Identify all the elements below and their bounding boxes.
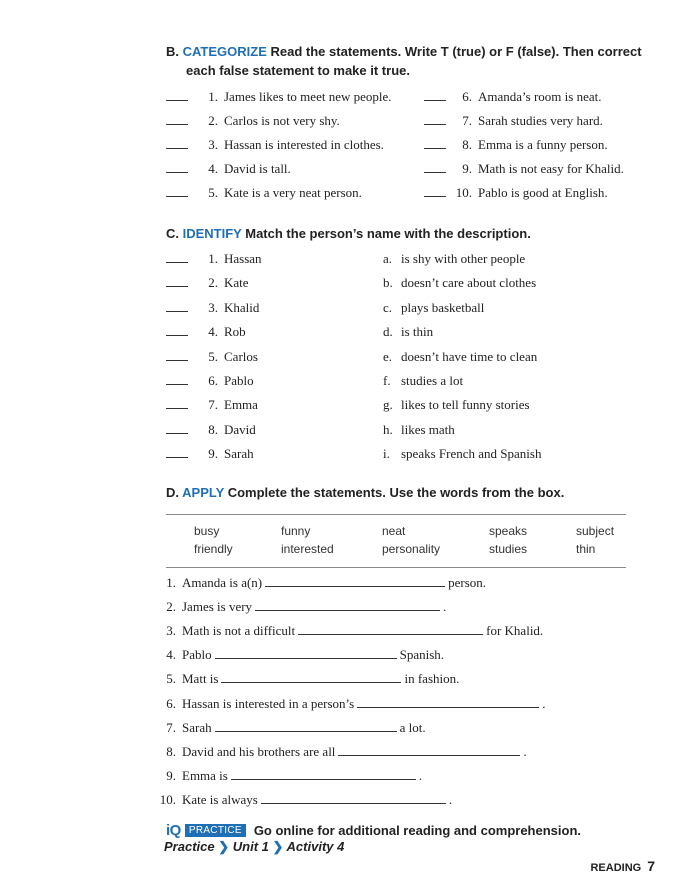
fill-in-blank[interactable]	[215, 721, 397, 732]
statement-number: 7.	[462, 113, 472, 128]
answer-blank[interactable]	[424, 162, 446, 173]
match-name-row	[166, 349, 258, 365]
sentence-end: .	[418, 767, 423, 783]
fill-in-blank[interactable]	[215, 648, 397, 659]
match-description-row	[383, 397, 530, 413]
answer-blank[interactable]	[166, 186, 188, 197]
iq-path-activity: Activity 4	[286, 839, 345, 854]
statement-text: Hassan is interested in clothes.	[224, 137, 384, 152]
word-box-item: interested	[281, 542, 334, 556]
description-text: likes math	[401, 421, 455, 437]
statement-row	[166, 161, 291, 177]
sentence-start: Matt is	[182, 671, 219, 687]
statement-number: 6.	[462, 89, 472, 104]
description-letter: c.	[383, 299, 393, 315]
description-text: likes to tell funny stories	[401, 397, 530, 413]
sentence-number: 5.	[166, 671, 176, 687]
sentence-number: 8.	[166, 743, 176, 759]
match-description-row	[383, 251, 525, 267]
word-box-item: busy	[194, 524, 220, 538]
iq-practice-banner	[166, 822, 581, 838]
fill-in-blank[interactable]	[255, 600, 440, 611]
name-number: 5.	[208, 348, 218, 364]
person-name: Hassan	[224, 251, 262, 266]
description-text: plays basketball	[401, 299, 485, 315]
sentence-number: 4.	[166, 647, 176, 663]
name-number: 7.	[208, 397, 218, 413]
fill-in-blank[interactable]	[231, 769, 416, 780]
iq-practice-tag: PRACTICE	[185, 824, 246, 837]
word-box-item: subject	[576, 524, 615, 538]
match-name-row	[166, 373, 254, 389]
word-box-item: studies	[489, 542, 528, 556]
sentence-start: Amanda is a(n)	[182, 575, 263, 590]
statement-text: Amanda’s room is neat.	[478, 89, 602, 104]
match-name-row	[166, 422, 256, 438]
sentence-start: Kate is always	[182, 791, 258, 807]
statement-text: David is tall.	[224, 161, 291, 176]
section-d-keyword: APPLY	[182, 485, 225, 500]
completion-sentence	[156, 599, 446, 615]
answer-blank[interactable]	[166, 90, 188, 101]
statement-row	[424, 161, 624, 177]
name-number: 9.	[208, 446, 218, 462]
completion-sentence	[156, 575, 486, 591]
completion-sentence	[156, 671, 459, 687]
name-number: 1.	[208, 251, 218, 266]
sentence-number: 9.	[166, 767, 176, 783]
statement-text: Carlos is not very shy.	[224, 113, 340, 128]
word-box-item: speaks	[489, 524, 528, 538]
statement-number: 4.	[208, 161, 218, 176]
word-box-item: friendly	[194, 542, 233, 556]
statement-number: 8.	[462, 137, 472, 152]
statement-row	[424, 185, 608, 201]
fill-in-blank[interactable]	[298, 624, 483, 635]
completion-sentence	[156, 792, 452, 808]
sentence-end: .	[523, 743, 527, 759]
answer-blank[interactable]	[424, 138, 446, 149]
sentence-end: person.	[448, 575, 487, 590]
sentence-start: Sarah	[182, 719, 212, 735]
description-letter: a.	[383, 251, 393, 266]
word-box-item: neat	[382, 524, 406, 538]
person-name: Pablo	[224, 373, 254, 388]
match-description-row	[383, 300, 484, 316]
word-box	[166, 514, 626, 568]
sentence-number: 3.	[166, 623, 176, 639]
answer-blank[interactable]	[166, 350, 188, 361]
match-description-row	[383, 446, 541, 462]
statement-number: 1.	[208, 89, 218, 104]
statement-number: 5.	[208, 185, 218, 200]
description-text: speaks French and Spanish	[401, 446, 542, 462]
description-text: is shy with other people	[401, 251, 526, 266]
statement-row	[424, 137, 608, 153]
description-text: doesn’t care about clothes	[401, 275, 537, 291]
sentence-start: Math is not a difficult	[182, 623, 296, 639]
person-name: Emma	[224, 397, 258, 413]
chevron-right-icon: ❯	[218, 839, 230, 854]
match-name-row	[166, 275, 249, 291]
iq-path-unit: Unit 1	[232, 839, 269, 854]
answer-blank[interactable]	[166, 301, 188, 312]
sentence-number: 2.	[166, 599, 176, 615]
answer-blank[interactable]	[166, 252, 188, 263]
match-description-row	[383, 422, 455, 438]
answer-blank[interactable]	[166, 374, 188, 385]
sentence-number: 1.	[166, 575, 176, 590]
section-d-instruction: Complete the statements. Use the words from the box.	[227, 485, 565, 500]
description-letter: f.	[383, 373, 391, 388]
statement-text: Math is not easy for Khalid.	[478, 161, 624, 176]
match-description-row	[383, 349, 537, 365]
description-letter: b.	[383, 275, 393, 291]
match-description-row	[383, 324, 433, 340]
person-name: David	[224, 421, 256, 437]
match-description-row	[383, 373, 463, 389]
statement-text: Kate is a very neat person.	[224, 185, 362, 200]
completion-sentence	[156, 696, 545, 712]
sentence-start: David and his brothers are all	[182, 743, 336, 759]
description-letter: e.	[383, 348, 393, 364]
answer-blank[interactable]	[166, 423, 188, 434]
person-name: Kate	[224, 275, 249, 291]
iq-practice-path	[164, 839, 344, 855]
section-d-heading	[166, 483, 564, 502]
footer-section: READING	[590, 862, 642, 874]
sentence-end: .	[443, 599, 447, 615]
section-b-letter: B.	[166, 44, 179, 59]
statement-row	[424, 89, 601, 105]
match-name-row	[166, 324, 246, 340]
fill-in-blank[interactable]	[261, 793, 446, 804]
name-number: 8.	[208, 421, 218, 437]
answer-blank[interactable]	[166, 138, 188, 149]
word-box-item: funny	[281, 524, 311, 538]
sentence-number: 10.	[159, 791, 176, 807]
description-letter: g.	[383, 397, 393, 413]
answer-blank[interactable]	[166, 162, 188, 173]
iq-logo: iQ	[166, 821, 181, 839]
match-name-row	[166, 397, 258, 413]
section-b-keyword: CATEGORIZE	[182, 44, 267, 59]
statement-row	[166, 185, 362, 201]
statement-row	[166, 89, 392, 105]
name-number: 3.	[208, 299, 218, 315]
person-name: Carlos	[224, 348, 258, 364]
sentence-start: James is very	[182, 599, 253, 615]
section-c-letter: C.	[166, 226, 179, 241]
name-number: 2.	[208, 275, 218, 291]
sentence-end: .	[542, 695, 546, 711]
sentence-start: Hassan is interested in a person’s	[182, 695, 355, 711]
statement-text: James likes to meet new people.	[224, 89, 392, 104]
section-b-instruction-2: each false statement to make it true.	[186, 63, 410, 78]
sentence-end: in fashion.	[404, 671, 460, 687]
sentence-start: Pablo	[182, 647, 212, 663]
match-name-row	[166, 446, 254, 462]
word-box-item: personality	[382, 542, 441, 556]
match-name-row	[166, 251, 262, 267]
section-c-keyword: IDENTIFY	[182, 226, 242, 241]
person-name: Sarah	[224, 446, 254, 462]
chevron-right-icon: ❯	[272, 839, 284, 854]
fill-in-blank[interactable]	[265, 576, 445, 587]
statement-row	[424, 113, 603, 129]
section-d-letter: D.	[166, 485, 179, 500]
person-name: Khalid	[224, 299, 260, 315]
sentence-end: Spanish.	[399, 647, 445, 663]
answer-blank[interactable]	[166, 276, 188, 287]
statement-row	[166, 137, 384, 153]
description-text: is thin	[401, 324, 434, 340]
description-text: doesn’t have time to clean	[401, 348, 538, 364]
statement-number: 3.	[208, 137, 218, 152]
name-number: 4.	[208, 324, 218, 340]
section-b-instruction-1: Read the statements. Write T (true) or F (false). Then correct	[270, 44, 642, 59]
description-letter: h.	[383, 421, 393, 437]
sentence-end: a lot.	[399, 719, 426, 735]
completion-sentence	[156, 623, 543, 639]
description-text: studies a lot	[401, 373, 464, 388]
completion-sentence	[156, 647, 444, 663]
page-footer	[590, 858, 655, 874]
statement-number: 10.	[455, 185, 472, 200]
completion-sentence	[156, 744, 527, 760]
word-box-item: thin	[576, 542, 596, 556]
iq-practice-text: Go online for additional reading and comprehension.	[253, 822, 582, 838]
section-c-heading	[166, 224, 531, 243]
answer-blank[interactable]	[166, 114, 188, 125]
match-name-row	[166, 300, 259, 316]
sentence-end: for Khalid.	[486, 623, 544, 639]
statement-number: 9.	[462, 161, 472, 176]
person-name: Rob	[224, 324, 246, 340]
fill-in-blank[interactable]	[338, 745, 520, 756]
page-number: 7	[647, 858, 655, 874]
completion-sentence	[156, 720, 426, 736]
section-b-heading	[166, 42, 642, 61]
answer-blank[interactable]	[166, 447, 188, 458]
description-letter: i.	[383, 446, 390, 462]
section-c-instruction: Match the person’s name with the description.	[245, 226, 531, 241]
sentence-number: 7.	[166, 719, 176, 735]
answer-blank[interactable]	[166, 398, 188, 409]
name-number: 6.	[208, 373, 218, 388]
statement-text: Pablo is good at English.	[478, 185, 608, 200]
statement-text: Sarah studies very hard.	[478, 113, 603, 128]
statement-row	[166, 113, 340, 129]
fill-in-blank[interactable]	[221, 672, 401, 683]
answer-blank[interactable]	[424, 90, 446, 101]
statement-text: Emma is a funny person.	[478, 137, 608, 152]
iq-path-practice: Practice	[164, 839, 215, 854]
match-description-row	[383, 275, 536, 291]
description-letter: d.	[383, 324, 393, 340]
answer-blank[interactable]	[424, 186, 446, 197]
fill-in-blank[interactable]	[357, 697, 539, 708]
sentence-end: .	[448, 791, 453, 807]
statement-number: 2.	[208, 113, 218, 128]
completion-sentence	[156, 768, 422, 784]
sentence-number: 6.	[166, 695, 176, 711]
answer-blank[interactable]	[424, 114, 446, 125]
answer-blank[interactable]	[166, 325, 188, 336]
sentence-start: Emma is	[182, 767, 228, 783]
